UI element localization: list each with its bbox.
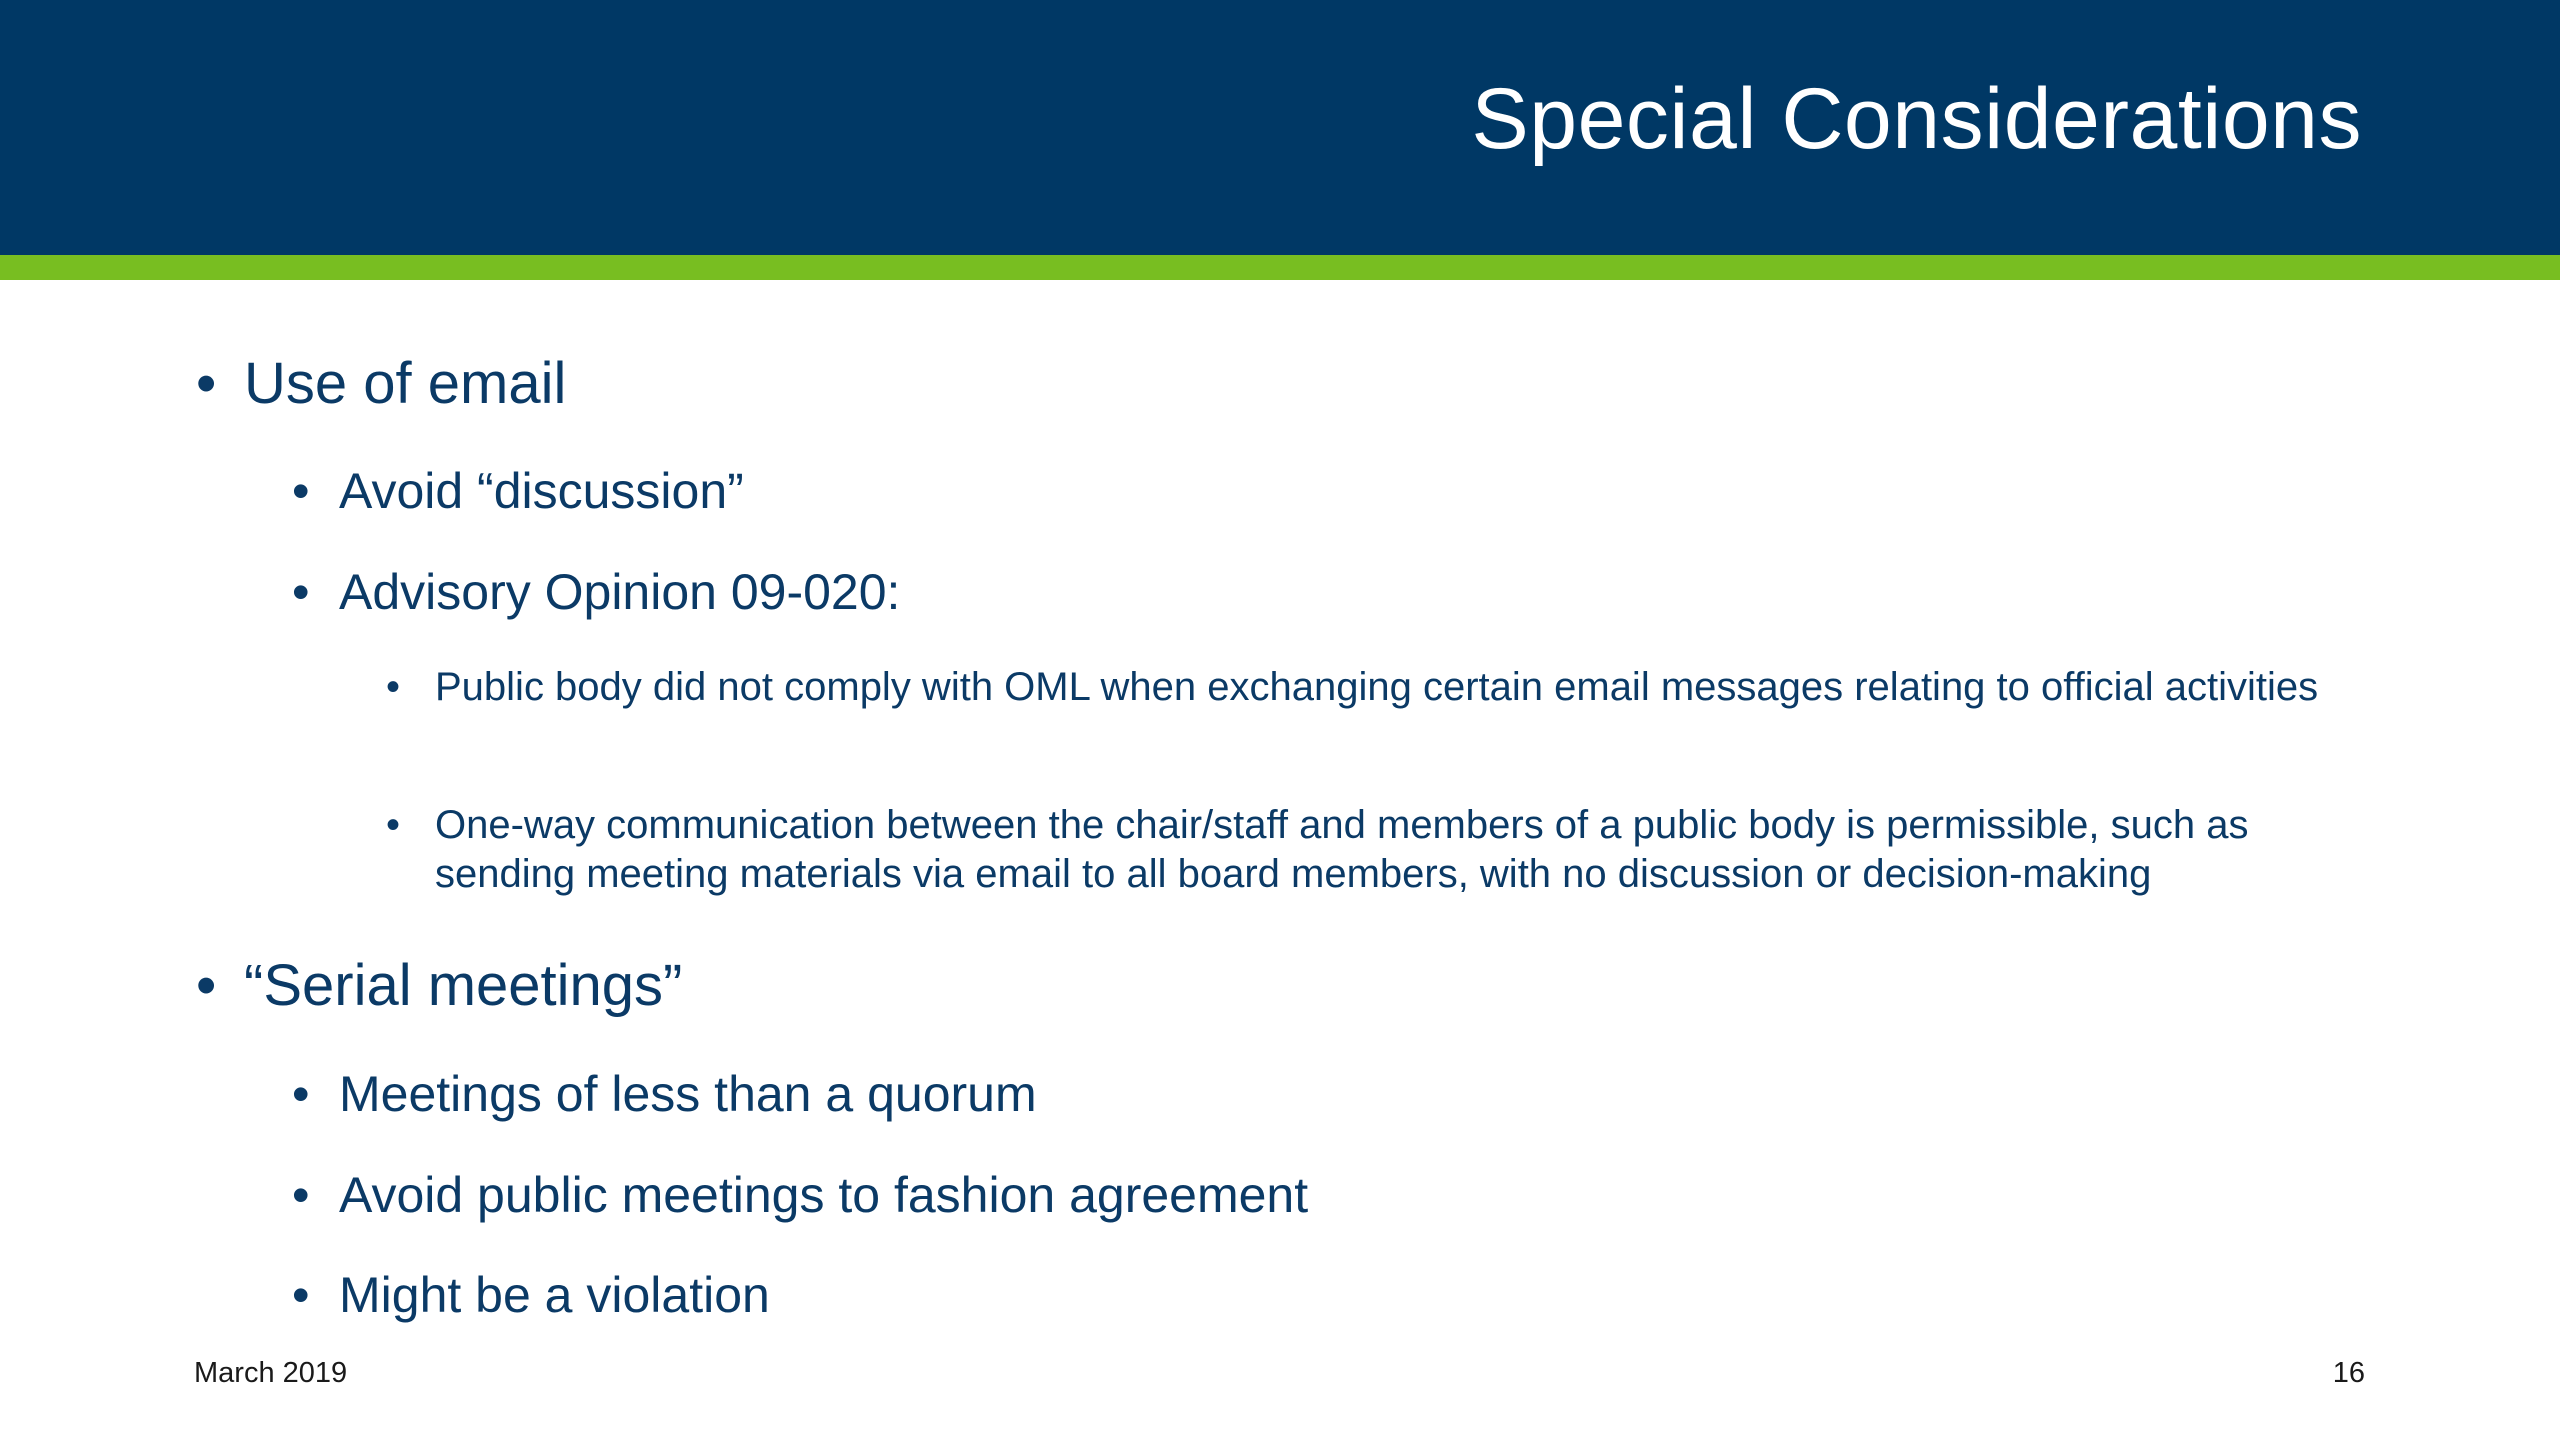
- bullet-item-might-be-violation: [292, 1266, 2392, 1324]
- slide-title: Special Considerations: [1471, 71, 2362, 167]
- bullet-text: One-way communication between the chair/staff and members of a public body is permissible, such as sending meeting materials via email to all board members, with no discussion or decision-making: [435, 803, 2249, 896]
- bullet-item-serial-meetings: [196, 952, 2396, 1019]
- bullet-text: Meetings of less than a quorum: [339, 1066, 1037, 1122]
- bullet-text: Use of email: [244, 351, 567, 416]
- bullet-item-avoid-discussion: [292, 462, 2392, 520]
- bullet-item-advisory-opinion: [292, 563, 2392, 621]
- footer-date: March 2019: [194, 1357, 348, 1389]
- bullet-icon: •: [196, 953, 217, 1018]
- bullet-icon: •: [292, 1066, 310, 1122]
- bullet-item-use-of-email: [196, 350, 2396, 417]
- bullet-item-opinion-point-2: [386, 801, 2386, 899]
- bullet-icon: •: [386, 665, 401, 709]
- bullet-text: Avoid public meetings to fashion agreement: [339, 1167, 1309, 1223]
- bullet-icon: •: [292, 1167, 310, 1223]
- bullet-icon: •: [292, 1267, 310, 1323]
- bullet-icon: •: [292, 463, 310, 519]
- bullet-text: Avoid “discussion”: [339, 463, 744, 519]
- page-number: 16: [2332, 1357, 2365, 1389]
- bullet-icon: •: [292, 564, 310, 620]
- bullet-item-less-than-quorum: [292, 1065, 2392, 1123]
- bullet-icon: •: [196, 351, 217, 416]
- bullet-item-avoid-public-meetings: [292, 1166, 2392, 1224]
- bullet-text: “Serial meetings”: [244, 953, 683, 1018]
- bullet-icon: •: [386, 803, 401, 847]
- bullet-item-opinion-point-1: [386, 663, 2346, 712]
- bullet-text: Advisory Opinion 09-020:: [339, 564, 901, 620]
- bullet-text: Public body did not comply with OML when exchanging certain email messages relating to official activities: [435, 665, 2319, 709]
- bullet-text: Might be a violation: [339, 1267, 770, 1323]
